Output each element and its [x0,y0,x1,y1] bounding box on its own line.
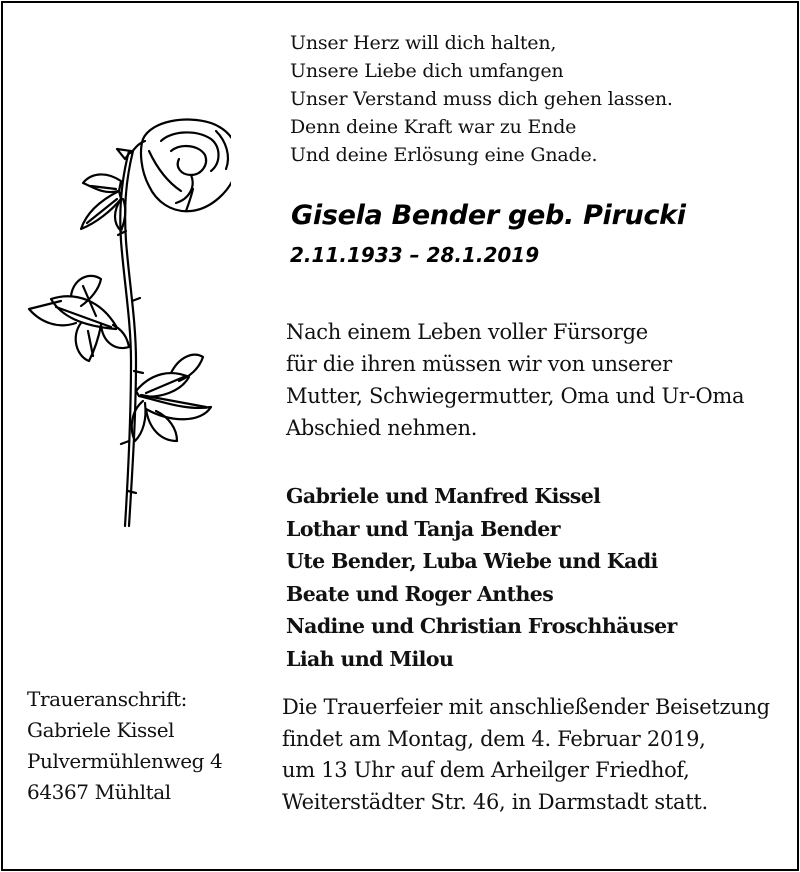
mourner-entry: Beate und Roger Anthes [286,581,554,606]
poem-line: Und deine Erlösung eine Gnade. [290,144,598,166]
deceased-dates: 2.11.1933 – 28.1.2019 [290,243,540,267]
message-line: Mutter, Schwiegermutter, Oma und Ur-Oma [286,384,745,408]
mourner-entry: Lothar und Tanja Bender [286,516,560,541]
mourning-address [27,684,222,808]
mourner-entry: Liah und Milou [286,646,454,671]
obituary-notice [1,1,799,871]
funeral-service-info [282,692,770,818]
mourner-entry: Nadine und Christian Froschhäuser [286,614,677,638]
poem-line: Unser Verstand muss dich gehen lassen. [290,88,673,110]
mourner-entry: Ute Bender, Luba Wiebe und Kadi [286,549,658,573]
mourner-entry: Gabriele und Manfred Kissel [286,484,601,508]
service-line: Die Trauerfeier mit anschließender Beisetzung [282,695,770,719]
message-line: für die ihren müssen wir von unserer [286,352,672,376]
message-line: Abschied nehmen. [286,416,478,440]
message-line: Nach einem Leben voller Fürsorge [286,320,648,344]
address-city: 64367 Mühltal [27,780,171,804]
poem-line: Unsere Liebe dich umfangen [290,60,564,82]
address-label: Traueranschrift: [27,687,187,711]
service-line: findet am Montag, dem 4. Februar 2019, [282,726,706,751]
message [286,316,744,444]
poem-line: Denn deine Kraft war zu Ende [290,116,577,138]
service-line: um 13 Uhr auf dem Arheilger Friedhof, [282,758,690,782]
rose-icon [21,111,231,536]
poem [290,29,673,169]
mourners-list [286,480,677,675]
address-street: Pulvermühlenweg 4 [27,749,223,773]
service-line: Weiterstädter Str. 46, in Darmstadt statt. [282,789,708,814]
poem-line: Unser Herz will dich halten, [290,32,557,54]
deceased-name: Gisela Bender geb. Pirucki [291,200,686,231]
address-name: Gabriele Kissel [27,718,175,742]
